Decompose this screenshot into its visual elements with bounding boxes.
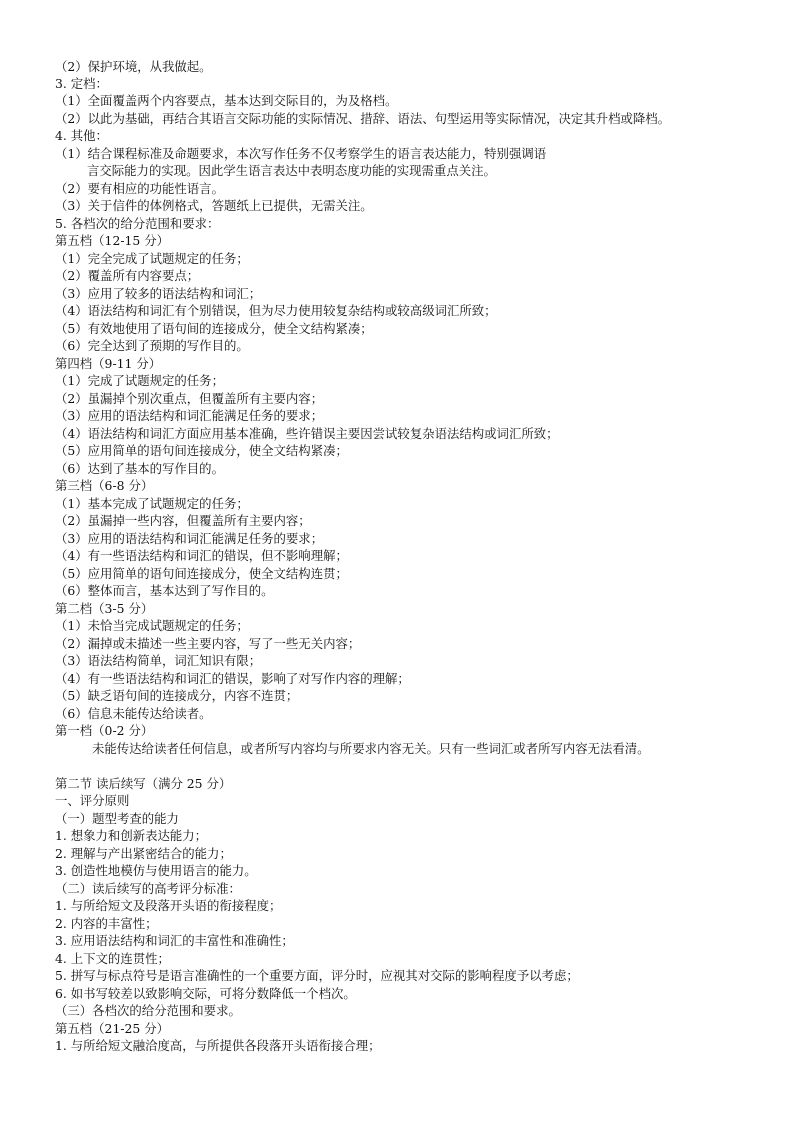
- text-line: 2. 内容的丰富性；: [55, 916, 158, 931]
- subsection-heading: （三）各档次的给分范围和要求。: [55, 1003, 241, 1018]
- text-line: 3. 创造性地模仿与使用语言的能力。: [55, 863, 257, 878]
- text-line: （3）语法结构简单，词汇知识有限；: [55, 653, 262, 668]
- text-line: （5）应用简单的语句间连接成分，使全文结构紧凑；: [55, 443, 348, 458]
- text-line: （1）完全完成了试题规定的任务；: [55, 251, 249, 266]
- subsection-heading: （一）题型考查的能力: [55, 811, 179, 826]
- section-heading: 4. 其他：: [55, 128, 108, 143]
- grade-heading: 第三档（6-8 分）: [55, 478, 154, 493]
- text-line: 1. 与所给短文融洽度高，与所提供各段落开头语衔接合理；: [55, 1038, 381, 1053]
- text-line: （1）结合课程标准及命题要求，本次写作任务不仅考察学生的语言表达能力，特别强调语: [55, 146, 547, 161]
- text-line: （6）整体而言，基本达到了写作目的。: [55, 583, 274, 598]
- text-line: （6）完全达到了预期的写作目的。: [55, 338, 249, 353]
- text-line: （6）达到了基本的写作目的。: [55, 461, 224, 476]
- text-line: （6）信息未能传达给读者。: [55, 706, 212, 721]
- text-line: （1）未恰当完成试题规定的任务；: [55, 618, 249, 633]
- text-line: 4. 上下文的连贯性；: [55, 951, 170, 966]
- subsection-heading: （二）读后续写的高考评分标准：: [55, 881, 241, 896]
- grade-heading: 第二档（3-5 分）: [55, 601, 154, 616]
- text-line: 言交际能力的实现。因此学生语言表达中表明态度功能的实现需重点关注。: [87, 163, 496, 178]
- text-line: （2）以此为基础，再结合其语言交际功能的实际情况、措辞、语法、句型运用等实际情况，决定其升档或降档。: [55, 111, 671, 126]
- section-heading: 3. 定档：: [55, 76, 108, 91]
- text-line: （5）应用简单的语句间连接成分，使全文结构连贯；: [55, 566, 348, 581]
- text-line: （2）虽漏掉一些内容，但覆盖所有主要内容；: [55, 513, 311, 528]
- text-line: （2）漏掉或未描述一些主要内容，写了一些无关内容；: [55, 636, 361, 651]
- text-line: 未能传达给读者任何信息，或者所写内容均与所要求内容无关。只有一些词汇或者所写内容无法看清。: [92, 741, 650, 756]
- grade-heading: 第一档（0-2 分）: [55, 723, 154, 738]
- text-line: （3）应用了较多的语法结构和词汇；: [55, 286, 262, 301]
- grade-heading: 第五档（21-25 分）: [55, 1021, 170, 1036]
- text-line: （3）应用的语法结构和词汇能满足任务的要求；: [55, 408, 324, 423]
- text-line: （2）保护环境，从我做起。: [55, 59, 212, 74]
- text-line: （3）应用的语法结构和词汇能满足任务的要求；: [55, 531, 324, 546]
- text-line: （3）关于信件的体例格式，答题纸上已提供，无需关注。: [55, 198, 373, 213]
- text-line: （1）完成了试题规定的任务；: [55, 373, 224, 388]
- text-line: 1. 与所给短文及段落开头语的衔接程度；: [55, 898, 282, 913]
- text-line: （4）有一些语法结构和词汇的错误，影响了对写作内容的理解；: [55, 671, 410, 686]
- text-line: 2. 理解与产出紧密结合的能力；: [55, 846, 232, 861]
- text-line: （2）虽漏掉个别次重点，但覆盖所有主要内容；: [55, 391, 324, 406]
- text-line: （4）语法结构和词汇方面应用基本准确，些许错误主要因尝试较复杂语法结构或词汇所致；: [55, 426, 559, 441]
- text-line: （2）要有相应的功能性语言。: [55, 181, 224, 196]
- text-line: （5）缺乏语句间的连接成分，内容不连贯；: [55, 688, 299, 703]
- section-heading: 5. 各档次的给分范围和要求：: [55, 216, 220, 231]
- text-line: （1）全面覆盖两个内容要点，基本达到交际目的，为及格档。: [55, 93, 398, 108]
- text-line: 5. 拼写与标点符号是语言准确性的一个重要方面，评分时，应视其对交际的影响程度予以考虑；: [55, 968, 579, 983]
- text-line: 1. 想象力和创新表达能力；: [55, 828, 208, 843]
- section-heading: 一、评分原则: [55, 793, 130, 808]
- text-line: 3. 应用语法结构和词汇的丰富性和准确性；: [55, 933, 294, 948]
- text-line: （1）基本完成了试题规定的任务；: [55, 496, 249, 511]
- text-line: （4）语法结构和词汇有个别错误，但为尽力使用较复杂结构或较高级词汇所致；: [55, 303, 497, 318]
- grade-heading: 第五档（12-15 分）: [55, 233, 170, 248]
- text-line: （4）有一些语法结构和词汇的错误，但不影响理解；: [55, 548, 348, 563]
- section-title: 第二节 读后续写（满分 25 分）: [55, 776, 232, 791]
- text-line: （2）覆盖所有内容要点；: [55, 268, 200, 283]
- grade-heading: 第四档（9-11 分）: [55, 356, 162, 371]
- text-line: （5）有效地使用了语句间的连接成分，使全文结构紧凑；: [55, 321, 373, 336]
- text-line: 6. 如书写较差以致影响交际，可将分数降低一个档次。: [55, 986, 356, 1001]
